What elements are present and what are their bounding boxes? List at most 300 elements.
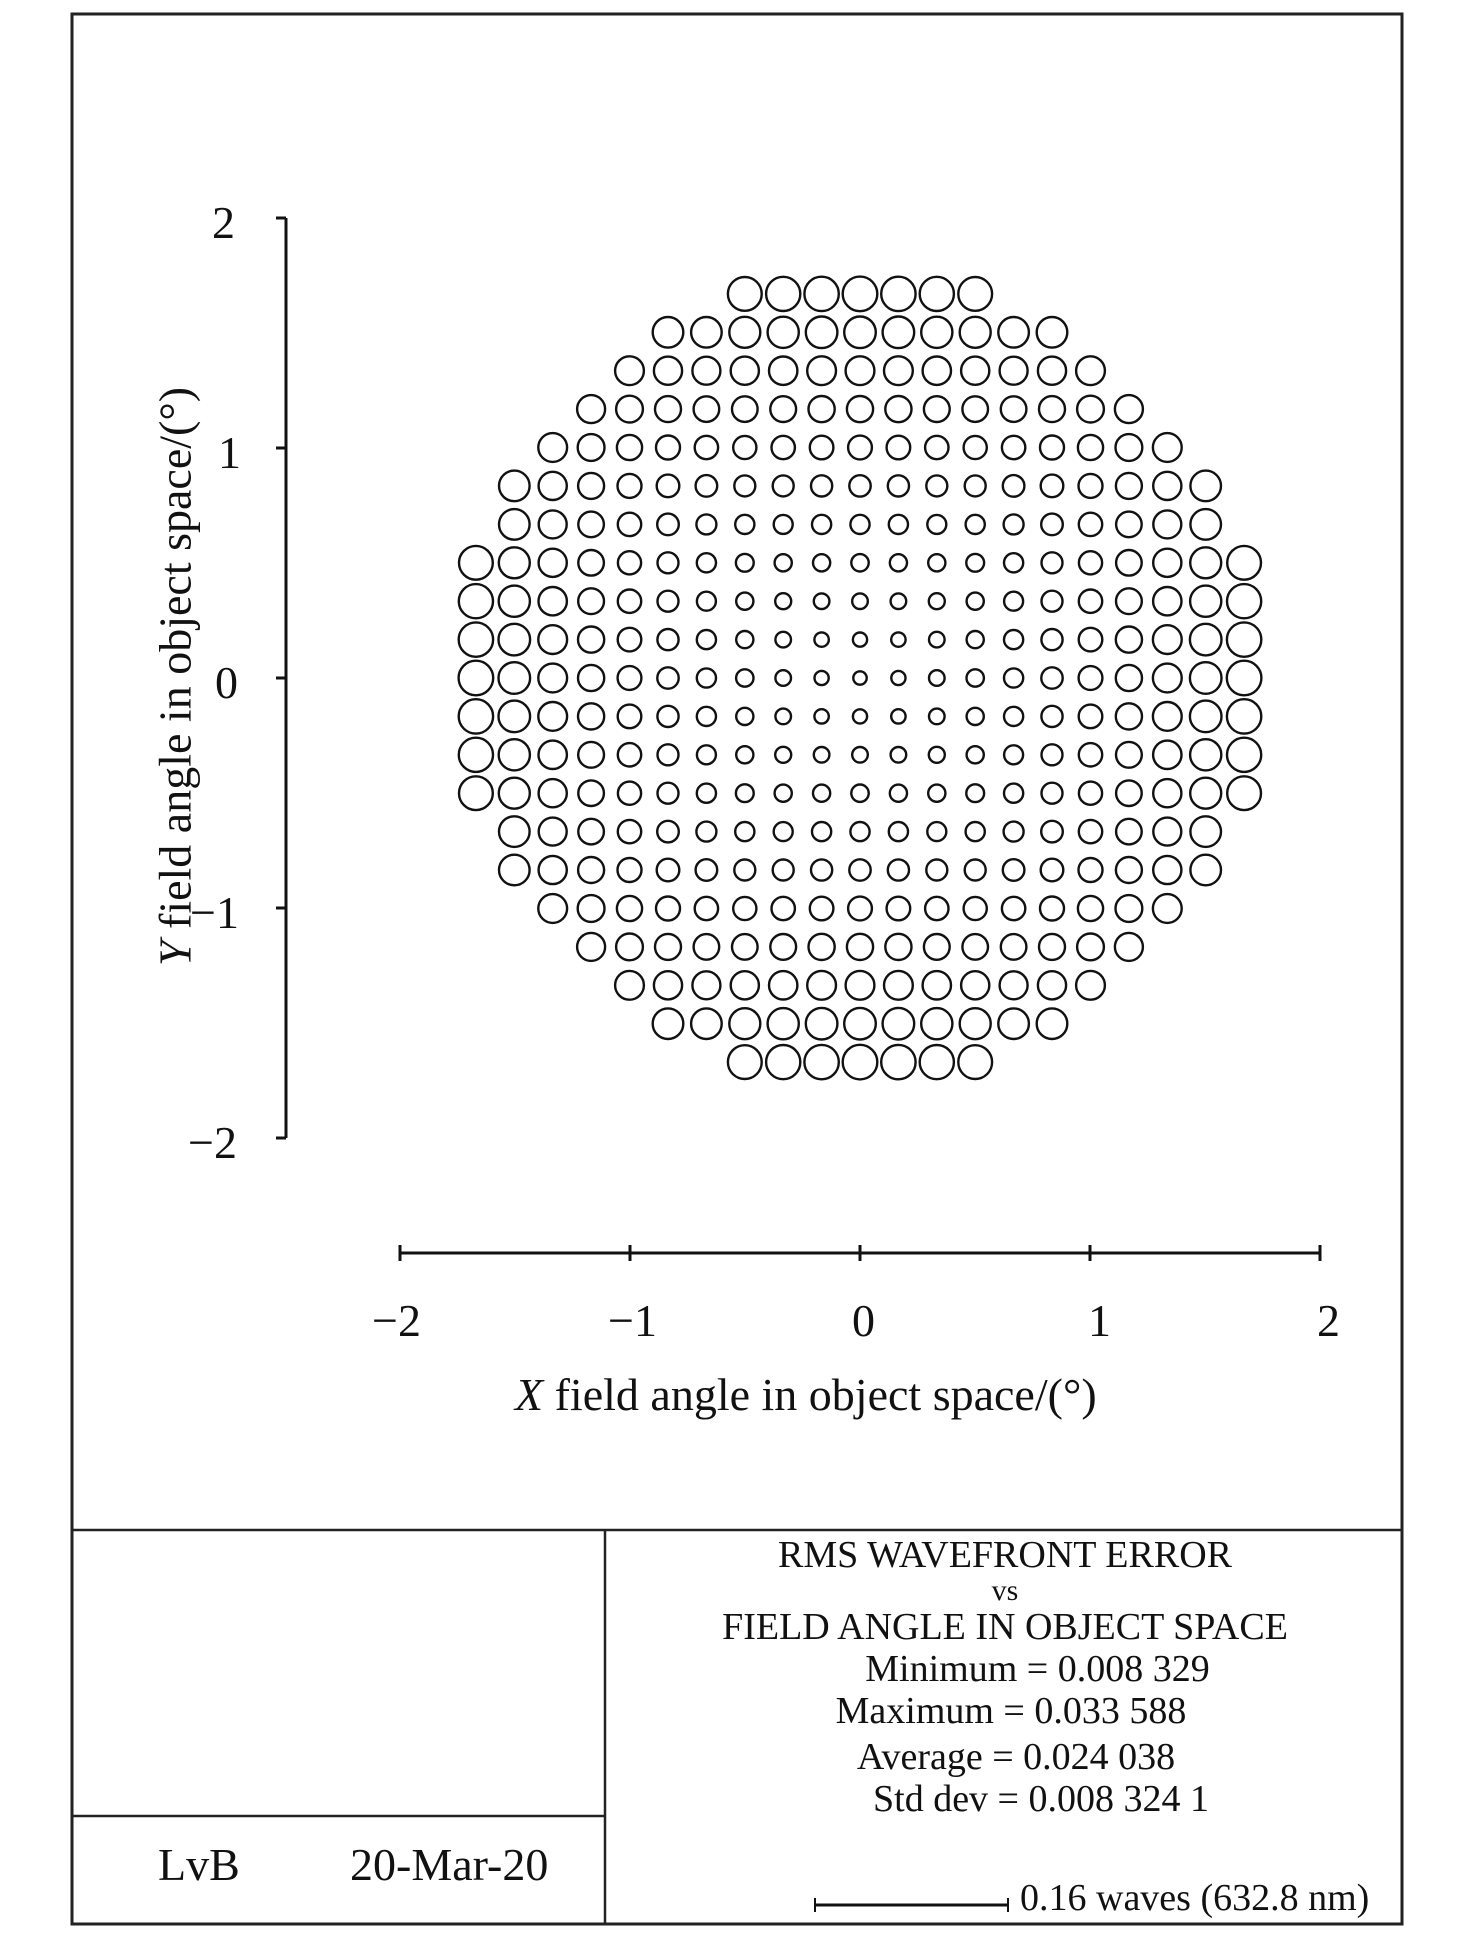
author: LvB — [158, 1839, 240, 1890]
data-point — [1153, 818, 1181, 846]
data-point — [657, 821, 679, 843]
data-point — [1190, 855, 1221, 886]
data-point — [578, 665, 604, 691]
data-point — [1153, 549, 1181, 577]
data-point — [773, 475, 794, 496]
data-point — [884, 971, 913, 1000]
data-point — [812, 822, 831, 841]
data-point — [539, 472, 567, 500]
data-point — [853, 709, 867, 723]
data-point — [1079, 782, 1102, 805]
data-point — [806, 317, 838, 349]
data-point — [1004, 745, 1023, 764]
data-point — [884, 356, 913, 385]
data-point — [775, 670, 791, 686]
data-point — [850, 515, 869, 534]
data-point — [694, 396, 720, 422]
data-point — [539, 741, 567, 769]
data-point — [967, 708, 984, 725]
data-point — [773, 860, 794, 881]
data-point — [1190, 662, 1222, 694]
data-point — [885, 934, 911, 960]
data-point — [965, 860, 986, 881]
data-point — [697, 745, 716, 764]
y-axis — [276, 218, 286, 1138]
data-point — [814, 632, 828, 646]
data-point — [774, 515, 793, 534]
data-point — [1041, 859, 1064, 882]
data-point — [578, 895, 605, 922]
data-point — [657, 706, 678, 727]
data-point — [618, 782, 641, 805]
data-point — [616, 396, 643, 423]
data-point — [1079, 551, 1102, 574]
data-point — [697, 630, 716, 649]
data-point — [770, 934, 796, 960]
data-point — [499, 701, 531, 733]
data-point — [965, 475, 986, 496]
data-point — [1227, 738, 1261, 772]
data-point — [578, 703, 604, 729]
data-point — [499, 816, 530, 847]
data-point — [658, 744, 679, 765]
data-point — [539, 818, 567, 846]
data-point — [459, 661, 494, 696]
data-point — [1079, 590, 1102, 613]
data-point — [736, 631, 753, 648]
data-point — [1153, 433, 1182, 462]
data-point — [1039, 396, 1065, 422]
chart-title-vs: vs — [991, 1574, 1019, 1607]
data-point — [499, 662, 531, 694]
data-point — [1000, 971, 1028, 999]
data-point — [618, 628, 642, 652]
data-point — [1037, 317, 1068, 348]
data-point — [691, 1008, 722, 1039]
data-point — [958, 277, 992, 311]
y-axis-label: field angle in object space/(°) — [149, 386, 201, 941]
data-point — [809, 396, 835, 422]
data-point — [696, 475, 718, 497]
data-point — [653, 1008, 684, 1039]
data-point — [736, 746, 753, 763]
data-point — [1116, 512, 1142, 538]
data-point — [539, 779, 567, 807]
data-point — [891, 671, 905, 685]
data-point — [1078, 896, 1103, 921]
data-point — [891, 593, 907, 609]
data-point — [459, 546, 493, 580]
data-point — [921, 1008, 952, 1039]
data-point — [1190, 471, 1221, 502]
data-point — [735, 515, 754, 534]
data-point — [499, 547, 530, 578]
data-point — [804, 1045, 838, 1079]
data-point — [1190, 701, 1222, 733]
data-point — [728, 1045, 762, 1079]
data-point — [734, 860, 755, 881]
data-point — [888, 859, 909, 880]
data-point — [1004, 630, 1023, 649]
data-point — [618, 820, 641, 843]
data-point — [1153, 741, 1181, 769]
data-point — [499, 855, 530, 886]
data-point — [696, 859, 718, 881]
data-point — [967, 631, 984, 648]
data-point — [694, 934, 720, 960]
data-point — [925, 897, 948, 920]
data-point — [881, 277, 915, 311]
data-point — [1153, 664, 1182, 693]
data-point — [1077, 934, 1104, 961]
data-point — [578, 627, 604, 653]
data-point — [1001, 396, 1027, 422]
y-tick-label: 2 — [212, 197, 235, 248]
data-point — [736, 669, 753, 686]
data-point — [459, 622, 493, 656]
data-point — [578, 780, 604, 806]
data-point — [844, 317, 876, 349]
data-point — [887, 436, 911, 460]
data-point — [967, 593, 984, 610]
data-point — [538, 702, 567, 731]
x-tick-label: −1 — [608, 1295, 657, 1346]
data-point — [578, 742, 604, 768]
data-point — [657, 475, 680, 498]
y-axis-title — [149, 377, 202, 977]
data-point — [459, 776, 493, 810]
data-point — [966, 784, 984, 802]
stat-average: Average = 0.024 038 — [856, 1736, 1176, 1778]
x-axis-label: field angle in object space/(°) — [543, 1369, 1097, 1420]
data-point — [1190, 778, 1221, 809]
data-point — [1116, 434, 1143, 461]
data-point — [1115, 395, 1143, 423]
data-point — [1116, 627, 1142, 653]
data-point — [653, 317, 684, 348]
data-point — [809, 934, 835, 960]
y-tick-label: 1 — [218, 427, 241, 478]
data-point — [923, 357, 951, 385]
data-point — [1079, 820, 1102, 843]
data-point — [728, 277, 762, 311]
data-point — [774, 822, 793, 841]
data-point — [772, 897, 795, 920]
data-point — [1227, 546, 1261, 580]
data-point — [1041, 475, 1064, 498]
data-point — [1116, 857, 1142, 883]
data-point — [735, 822, 754, 841]
data-point — [806, 1008, 838, 1040]
data-point — [1227, 584, 1261, 618]
data-point — [962, 396, 988, 422]
data-point — [891, 632, 905, 646]
data-point — [852, 593, 868, 609]
data-point — [1227, 661, 1262, 696]
data-point — [1042, 744, 1063, 765]
data-point — [578, 857, 604, 883]
stat-maximum: Maximum = 0.033 588 — [835, 1690, 1187, 1732]
data-point — [1190, 739, 1221, 770]
data-point — [1039, 934, 1065, 960]
data-point — [810, 897, 834, 921]
data-point — [655, 396, 681, 422]
data-point — [1116, 550, 1142, 576]
data-point — [1003, 859, 1025, 881]
data-point — [1079, 513, 1102, 536]
data-point — [966, 515, 985, 534]
data-point — [657, 667, 678, 688]
data-point — [1002, 897, 1025, 920]
data-point — [616, 934, 643, 961]
data-point — [696, 514, 716, 534]
data-point — [814, 709, 828, 723]
data-point — [617, 435, 642, 460]
data-point — [1116, 588, 1142, 614]
data-point — [692, 357, 720, 385]
data-point — [1004, 668, 1023, 687]
data-point — [734, 475, 755, 496]
data-point — [1227, 622, 1261, 656]
data-point — [812, 515, 831, 534]
data-point — [729, 1008, 760, 1039]
data-point — [696, 822, 716, 842]
data-point — [814, 747, 830, 763]
x-tick-label: −2 — [372, 1295, 421, 1346]
data-point — [927, 822, 946, 841]
data-point — [1190, 816, 1221, 847]
data-point — [891, 709, 905, 723]
data-point — [617, 896, 642, 921]
data-point — [1041, 821, 1063, 843]
data-point — [1116, 742, 1142, 768]
data-point — [811, 475, 832, 496]
data-point — [1076, 356, 1105, 385]
data-point — [923, 971, 951, 999]
data-point — [889, 822, 908, 841]
data-point — [883, 1008, 915, 1040]
data-point — [618, 590, 641, 613]
data-point — [766, 1045, 800, 1079]
data-point — [655, 934, 681, 960]
data-point — [810, 436, 834, 460]
data-point — [775, 632, 791, 648]
x-tick-label: 1 — [1088, 1295, 1111, 1346]
data-points — [459, 277, 1262, 1080]
data-point — [843, 277, 878, 312]
data-point — [618, 705, 642, 729]
data-point — [1079, 666, 1103, 690]
data-point — [1004, 784, 1023, 803]
data-point — [924, 396, 950, 422]
data-point — [1153, 625, 1182, 654]
data-point — [849, 475, 870, 496]
data-point — [656, 436, 680, 460]
data-point — [848, 897, 872, 921]
data-point — [459, 584, 493, 618]
data-point — [1116, 665, 1142, 691]
data-point — [890, 554, 907, 571]
data-point — [499, 739, 530, 770]
data-point — [1190, 509, 1221, 540]
data-point — [618, 666, 642, 690]
data-point — [881, 1045, 915, 1079]
data-point — [1041, 667, 1062, 688]
data-point — [1042, 591, 1063, 612]
x-axis-variable: X — [515, 1369, 544, 1420]
data-point — [770, 396, 796, 422]
data-point — [695, 436, 718, 459]
data-point — [539, 549, 567, 577]
data-point — [1041, 629, 1062, 650]
data-point — [733, 897, 756, 920]
data-point — [926, 475, 947, 496]
data-point — [615, 971, 644, 1000]
data-point — [964, 897, 987, 920]
data-point — [1079, 743, 1102, 766]
data-point — [1001, 934, 1027, 960]
data-point — [1004, 553, 1023, 572]
date: 20-Mar-20 — [350, 1839, 549, 1890]
data-point — [851, 785, 868, 802]
data-point — [657, 859, 680, 882]
data-point — [1079, 474, 1103, 498]
data-point — [926, 860, 947, 881]
data-point — [811, 859, 832, 880]
data-point — [1190, 624, 1222, 656]
data-point — [883, 317, 915, 349]
data-point — [853, 671, 866, 684]
data-point — [766, 277, 800, 311]
data-point — [1042, 552, 1063, 573]
chart-subtitle: FIELD ANGLE IN OBJECT SPACE — [722, 1606, 1288, 1648]
data-point — [967, 746, 984, 763]
data-point — [1116, 780, 1142, 806]
data-point — [578, 434, 605, 461]
data-point — [1153, 702, 1182, 731]
data-point — [695, 897, 718, 920]
data-point — [927, 515, 946, 534]
data-point — [656, 897, 680, 921]
data-point — [1041, 706, 1062, 727]
data-point — [960, 317, 991, 348]
data-point — [1115, 933, 1143, 961]
data-point — [1116, 819, 1142, 845]
data-point — [848, 436, 872, 460]
x-tick-label: 0 — [852, 1295, 875, 1346]
data-point — [890, 785, 907, 802]
x-axis-title — [515, 1368, 1097, 1421]
data-point — [1038, 971, 1066, 999]
data-point — [775, 785, 792, 802]
data-point — [846, 356, 875, 385]
data-point — [577, 395, 605, 423]
data-point — [921, 317, 952, 348]
data-point — [1153, 894, 1182, 923]
data-point — [539, 587, 567, 615]
data-point — [736, 554, 754, 572]
data-point — [964, 436, 987, 459]
data-point — [775, 554, 792, 571]
data-point — [920, 277, 954, 311]
data-point — [885, 396, 911, 422]
data-point — [769, 971, 797, 999]
data-point — [998, 1008, 1029, 1039]
data-point — [1038, 357, 1066, 385]
data-point — [618, 513, 641, 536]
data-point — [1079, 705, 1103, 729]
data-point — [658, 552, 679, 573]
data-point — [1004, 707, 1023, 726]
data-point — [1153, 779, 1181, 807]
data-point — [1116, 895, 1143, 922]
data-point — [732, 396, 758, 422]
data-point — [844, 1008, 876, 1040]
scale-label: 0.16 waves (632.8 nm) — [1020, 1877, 1370, 1919]
data-point — [929, 670, 945, 686]
data-point — [1004, 822, 1024, 842]
y-tick-label: −2 — [188, 1117, 237, 1168]
data-point — [1190, 547, 1221, 578]
data-point — [499, 778, 530, 809]
x-axis — [400, 1245, 1320, 1261]
data-point — [998, 317, 1029, 348]
data-point — [849, 859, 870, 880]
data-point — [768, 317, 799, 348]
y-axis-variable: Y — [149, 940, 201, 967]
data-point — [924, 934, 950, 960]
data-point — [1000, 357, 1028, 385]
data-point — [852, 747, 868, 763]
data-point — [697, 592, 716, 611]
data-point — [888, 475, 909, 496]
data-point — [538, 433, 567, 462]
chart-title: RMS WAVEFRONT ERROR — [777, 1534, 1232, 1576]
data-point — [1153, 510, 1181, 538]
data-point — [618, 474, 642, 498]
data-point — [769, 357, 797, 385]
data-point — [853, 633, 867, 647]
data-point — [1040, 436, 1064, 460]
stat-std-dev: Std dev = 0.008 324 1 — [873, 1778, 1209, 1820]
data-point — [1190, 586, 1221, 617]
data-point — [657, 514, 679, 536]
data-point — [961, 971, 989, 999]
info-block — [605, 1534, 1405, 1820]
data-point — [967, 669, 984, 686]
data-point — [578, 819, 604, 845]
data-point — [887, 897, 911, 921]
data-point — [847, 396, 873, 422]
data-point — [618, 743, 641, 766]
y-tick-label: 0 — [215, 657, 238, 708]
data-point — [1076, 971, 1105, 1000]
data-point — [966, 822, 985, 841]
data-point — [775, 593, 791, 609]
data-point — [929, 632, 945, 648]
data-point — [691, 317, 722, 348]
data-point — [1116, 473, 1142, 499]
data-point — [657, 629, 678, 650]
data-point — [775, 747, 791, 763]
data-point — [654, 357, 682, 385]
data-point — [697, 668, 716, 687]
data-point — [1153, 856, 1181, 884]
data-point — [499, 471, 530, 502]
data-point — [1078, 435, 1103, 460]
data-point — [807, 971, 836, 1000]
data-point — [1077, 396, 1104, 423]
